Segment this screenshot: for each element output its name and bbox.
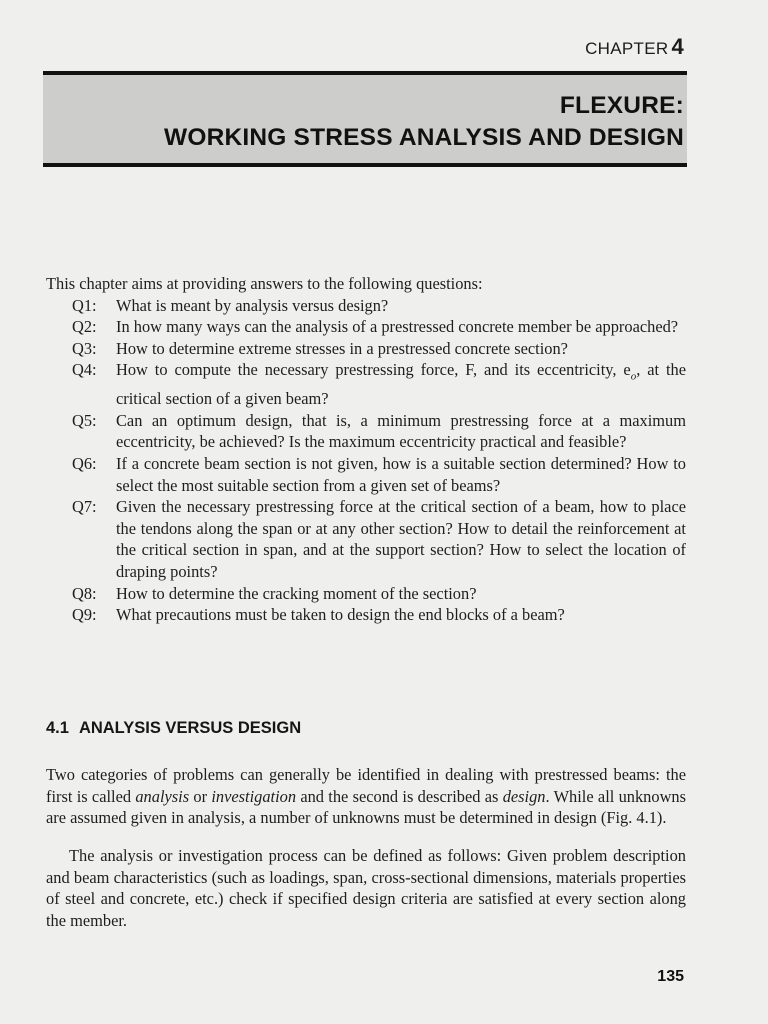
term-design: design	[502, 786, 546, 806]
eccentricity-subscript: o	[630, 370, 637, 383]
term-investigation: investigation	[211, 786, 297, 806]
page-number: 135	[657, 968, 684, 985]
question-list	[46, 295, 686, 626]
question-number: Q1:	[72, 295, 97, 315]
question-item	[46, 583, 686, 605]
question-item	[46, 316, 686, 338]
intro-block	[46, 273, 686, 626]
para1-text: . While all unknowns are assumed given in analysis, a number of unknowns must be determined in design (Fig. 4.1).	[46, 786, 686, 828]
chapter-title-line2: WORKING STRESS ANALYSIS AND DESIGN	[164, 124, 684, 151]
question-text-tail: , at the critical section of a given beam?	[116, 360, 686, 409]
question-item	[46, 295, 686, 317]
question-text: If a concrete beam section is not given, how is a suitable section determined? How to select the most suitable section from a given set of beams?	[116, 454, 686, 495]
question-number: Q2:	[72, 317, 97, 337]
question-text: Can an optimum design, that is, a minimum prestressing force at a maximum eccentricity, be achieved? Is the maximum eccentricity practical and feasible?	[116, 410, 686, 452]
question-item	[46, 453, 686, 496]
question-item	[46, 338, 686, 360]
question-number: Q9:	[72, 605, 97, 625]
intro-sentence: This chapter aims at providing answers to the following questions:	[46, 274, 483, 293]
question-text: How to compute the necessary prestressing force, F, and its eccentricity, e	[116, 360, 631, 380]
question-number: Q6:	[72, 454, 97, 474]
chapter-title-banner	[43, 71, 687, 167]
paragraph-2: The analysis or investigation process can be defined as follows: Given problem description and beam characteristics (such as loadings, span, cross-sectional dimensions, materials properties of steel and concrete, etc.) check if specified design criteria are satisfied at every section along the member.	[46, 846, 686, 930]
question-number: Q3:	[72, 338, 97, 358]
section-heading	[46, 719, 301, 738]
section-title: ANALYSIS VERSUS DESIGN	[78, 719, 302, 737]
question-number: Q4:	[72, 360, 97, 380]
para1-text: Two categories of problems can generally be identified in dealing with prestressed beams: the first is called	[46, 765, 686, 806]
question-text: In how many ways can the analysis of a prestressed concrete member be approached?	[116, 317, 679, 337]
para1-text: and the second is described as	[296, 786, 503, 806]
question-text: How to determine the cracking moment of the section?	[116, 583, 477, 603]
question-text: How to determine extreme stresses in a prestressed concrete section?	[116, 338, 568, 358]
question-text: What precautions must be taken to design the end blocks of a beam?	[116, 605, 565, 625]
question-text: What is meant by analysis versus design?	[116, 295, 389, 315]
paragraph-1	[46, 764, 686, 829]
question-item	[46, 359, 686, 409]
chapter-title-line1: FLEXURE:	[559, 92, 684, 119]
section-number: 4.1	[46, 719, 69, 737]
question-text: Given the necessary prestressing force at the critical section of a beam, how to place the tendons along the span or at any other section? How to detail the reinforcement at the critical section in span, and at the support section? How to select the location of draping points?	[116, 497, 686, 581]
chapter-label	[585, 34, 684, 60]
question-number: Q7:	[72, 497, 97, 517]
question-item	[46, 410, 686, 453]
para1-text: or	[189, 786, 212, 806]
chapter-word: CHAPTER	[585, 39, 669, 58]
question-number: Q5:	[72, 410, 97, 430]
question-number: Q8:	[72, 583, 97, 603]
question-item	[46, 604, 686, 626]
question-item	[46, 496, 686, 582]
term-analysis: analysis	[135, 786, 190, 806]
chapter-number: 4	[671, 34, 684, 59]
